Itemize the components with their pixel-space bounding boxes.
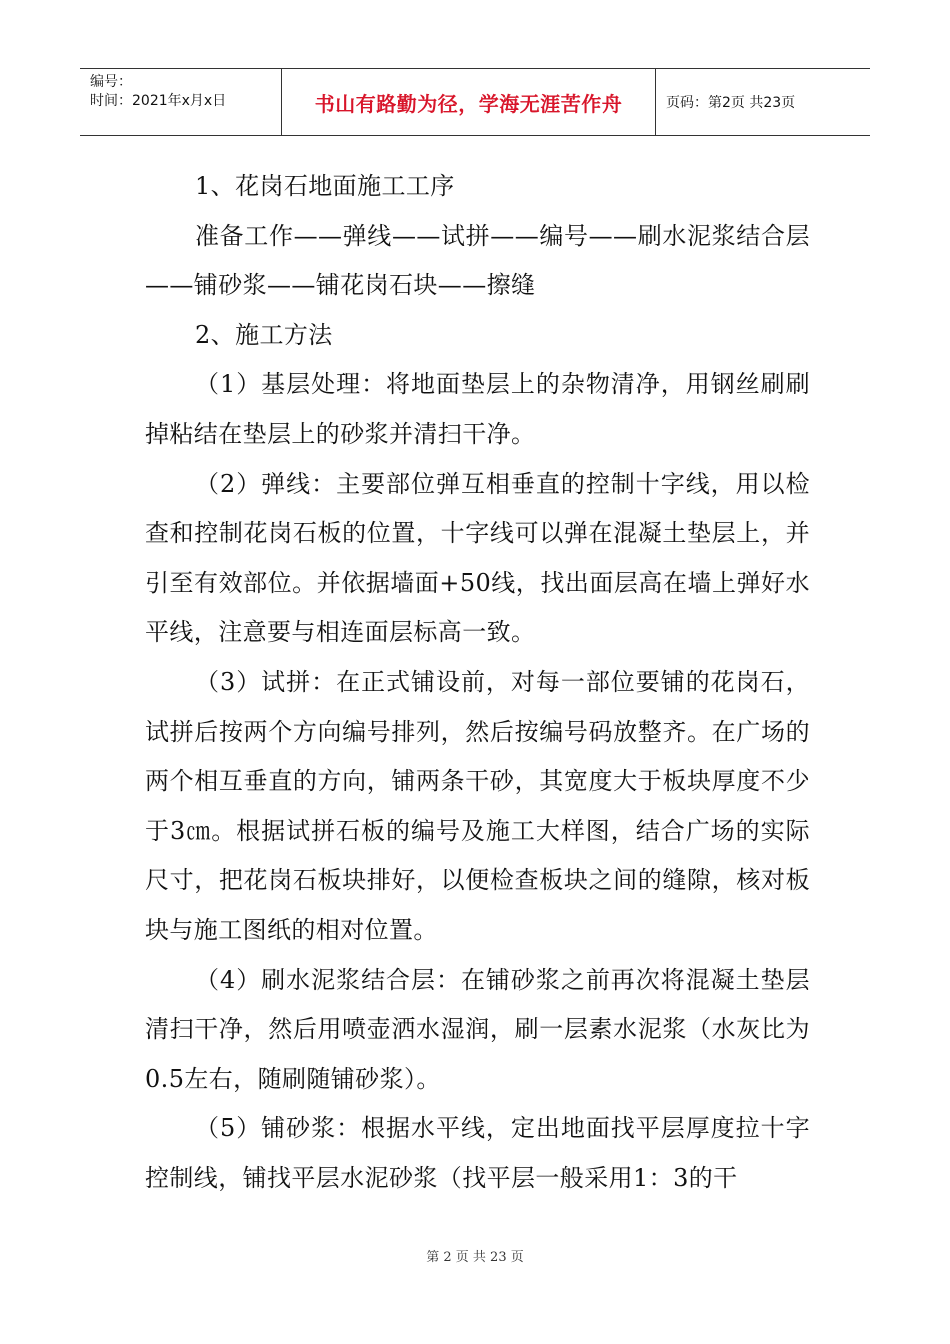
document-header [80, 68, 870, 136]
document-time-label: 时间：2021年x月x日 [90, 93, 227, 109]
paragraph: （1）基层处理：将地面垫层上的杂物清净，用钢丝刷刷掉粘结在垫层上的砂浆并清扫干净。 [145, 370, 810, 448]
paragraph: （4）刷水泥浆结合层：在铺砂浆之前再次将混凝土垫层清扫干净，然后用喷壶洒水湿润，刷一层素水泥浆（水灰比为0.5左右，随刷随铺砂浆）。 [145, 965, 810, 1093]
header-meta [80, 69, 282, 135]
document-number-label: 编号： [90, 74, 132, 90]
paragraph: 准备工作——弹线——试拼——编号——刷水泥浆结合层——铺砂浆——铺花岗石块——擦缝 [145, 221, 810, 300]
header-motto: 书山有路勤为径，学海无涯苦作舟 [282, 69, 656, 135]
paragraph: （3）试拼：在正式铺设前，对每一部位要铺的花岗石，试拼后按两个方向编号排列，然后按编号码放整齐。在广场的两个相互垂直的方向，铺两条干砂，其宽度大于板块厚度不少于3㎝。根据试拼石板的编号及施工大样图，结合广场的实际尺寸，把花岗石板块排好，以便检查板块之间的缝隙，核对板块与施工图纸的相对位置。 [145, 667, 810, 944]
paragraph: （2）弹线：主要部位弹互相垂直的控制十字线，用以检查和控制花岗石板的位置，十字线可以弹在混凝土垫层上，并引至有效部位。并依据墙面+50线，找出面层高在墙上弹好水平线，注意要与相连面层标高一致。 [145, 469, 810, 647]
section-heading: 2、施工方法 [195, 320, 333, 349]
paragraph: （5）铺砂浆：根据水平线，定出地面找平层厚度拉十字控制线，铺找平层水泥砂浆（找平层一般采用1：3的干 [145, 1114, 810, 1192]
header-page-info: 页码：第2页 共23页 [666, 95, 796, 111]
document-body [145, 162, 810, 1203]
page-footer: 第 2 页 共 23 页 [426, 1250, 524, 1265]
section-heading: 1、花岗石地面施工工序 [195, 172, 455, 200]
